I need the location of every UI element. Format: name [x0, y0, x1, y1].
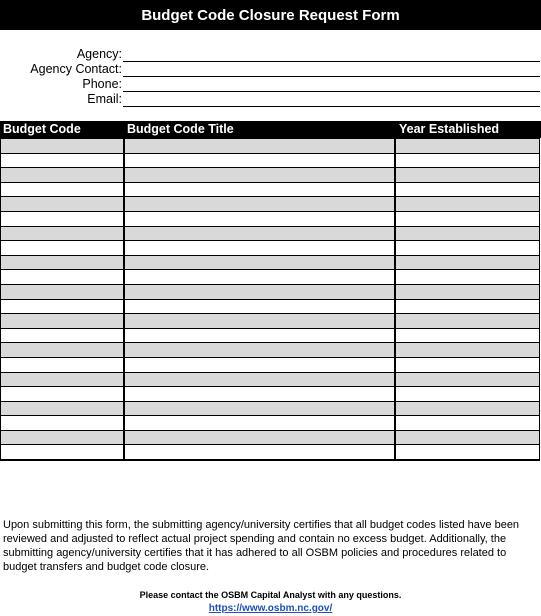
year-established-cell[interactable]	[396, 300, 539, 314]
budget-code-cell[interactable]	[1, 154, 125, 168]
budget-code-title-cell[interactable]	[125, 314, 396, 328]
budget-code-title-cell[interactable]	[125, 241, 396, 255]
table-row	[1, 299, 539, 314]
year-established-cell[interactable]	[396, 183, 539, 197]
form-title-bar	[0, 0, 541, 30]
budget-code-title-cell[interactable]	[125, 183, 396, 197]
table-row	[1, 342, 539, 357]
table-header	[0, 121, 541, 138]
budget-code-cell[interactable]	[1, 139, 125, 153]
column-header-budget-code-title: Budget Code Title	[127, 122, 234, 136]
table-row	[1, 255, 539, 270]
budget-code-cell[interactable]	[1, 445, 125, 459]
osbm-website-link[interactable]: https://www.osbm.nc.gov/	[208, 603, 333, 614]
phone-label: Phone:	[82, 77, 122, 91]
budget-code-title-cell[interactable]	[125, 300, 396, 314]
budget-code-cell[interactable]	[1, 183, 125, 197]
year-established-cell[interactable]	[396, 197, 539, 211]
year-established-cell[interactable]	[396, 431, 539, 445]
budget-code-title-cell[interactable]	[125, 168, 396, 182]
table-row	[1, 182, 539, 197]
year-established-cell[interactable]	[396, 270, 539, 284]
phone-field[interactable]	[0, 77, 541, 92]
year-established-cell[interactable]	[396, 168, 539, 182]
table-row	[1, 328, 539, 343]
table-row	[1, 240, 539, 255]
year-established-cell[interactable]	[396, 416, 539, 430]
table-row	[1, 357, 539, 372]
budget-code-title-cell[interactable]	[125, 212, 396, 226]
budget-code-cell[interactable]	[1, 402, 125, 416]
budget-code-cell[interactable]	[1, 358, 125, 372]
budget-code-title-cell[interactable]	[125, 227, 396, 241]
budget-code-title-cell[interactable]	[125, 139, 396, 153]
budget-code-title-cell[interactable]	[125, 373, 396, 387]
budget-code-cell[interactable]	[1, 285, 125, 299]
year-established-cell[interactable]	[396, 358, 539, 372]
table-row	[1, 167, 539, 182]
table-row	[1, 153, 539, 168]
budget-code-cell[interactable]	[1, 373, 125, 387]
table-row	[1, 196, 539, 211]
table-row	[1, 211, 539, 226]
year-established-cell[interactable]	[396, 314, 539, 328]
year-established-cell[interactable]	[396, 329, 539, 343]
budget-code-title-cell[interactable]	[125, 431, 396, 445]
budget-code-title-cell[interactable]	[125, 329, 396, 343]
email-field[interactable]	[0, 92, 541, 107]
contact-note: Please contact the OSBM Capital Analyst with any questions.	[139, 590, 402, 600]
year-established-cell[interactable]	[396, 227, 539, 241]
year-established-cell[interactable]	[396, 402, 539, 416]
budget-code-title-cell[interactable]	[125, 387, 396, 401]
budget-code-cell[interactable]	[1, 343, 125, 357]
budget-code-cell[interactable]	[1, 270, 125, 284]
email-input-line[interactable]	[123, 106, 540, 107]
agency-label: Agency:	[76, 47, 122, 61]
budget-code-cell[interactable]	[1, 387, 125, 401]
year-established-cell[interactable]	[396, 285, 539, 299]
budget-code-title-cell[interactable]	[125, 270, 396, 284]
budget-code-title-cell[interactable]	[125, 358, 396, 372]
budget-code-cell[interactable]	[1, 212, 125, 226]
email-label: Email:	[87, 92, 122, 106]
table-row	[1, 138, 539, 153]
budget-code-cell[interactable]	[1, 300, 125, 314]
budget-code-title-cell[interactable]	[125, 402, 396, 416]
year-established-cell[interactable]	[396, 343, 539, 357]
budget-code-title-cell[interactable]	[125, 285, 396, 299]
agency-contact-field[interactable]	[0, 62, 541, 77]
table-row	[1, 284, 539, 299]
year-established-cell[interactable]	[396, 256, 539, 270]
budget-code-title-cell[interactable]	[125, 256, 396, 270]
budget-code-title-cell[interactable]	[125, 445, 396, 459]
table-row	[1, 401, 539, 416]
column-header-budget-code: Budget Code	[3, 122, 81, 136]
year-established-cell[interactable]	[396, 445, 539, 459]
budget-code-cell[interactable]	[1, 431, 125, 445]
budget-code-cell[interactable]	[1, 168, 125, 182]
budget-code-title-cell[interactable]	[125, 343, 396, 357]
year-established-cell[interactable]	[396, 373, 539, 387]
year-established-cell[interactable]	[396, 241, 539, 255]
table-row	[1, 269, 539, 284]
budget-code-cell[interactable]	[1, 416, 125, 430]
table-row	[1, 386, 539, 401]
budget-code-cell[interactable]	[1, 241, 125, 255]
year-established-cell[interactable]	[396, 212, 539, 226]
table-row	[1, 226, 539, 241]
budget-code-title-cell[interactable]	[125, 197, 396, 211]
year-established-cell[interactable]	[396, 387, 539, 401]
budget-code-title-cell[interactable]	[125, 154, 396, 168]
budget-code-table	[0, 138, 540, 461]
agency-field[interactable]	[0, 47, 541, 62]
budget-code-cell[interactable]	[1, 256, 125, 270]
form-title: Budget Code Closure Request Form	[141, 6, 400, 24]
budget-code-cell[interactable]	[1, 197, 125, 211]
table-row	[1, 430, 539, 445]
year-established-cell[interactable]	[396, 139, 539, 153]
certification-text: Upon submitting this form, the submitting agency/university certifies that all budget codes listed have been reviewed and adjusted to reflect actual project spending and contain no excess budget. Additionally, the submitting agency/university certifies that it has adhered to all OSBM policies and procedures related to budget transfers and budget code closure.	[3, 519, 520, 573]
table-row	[1, 415, 539, 430]
year-established-cell[interactable]	[396, 154, 539, 168]
budget-code-title-cell[interactable]	[125, 416, 396, 430]
budget-code-cell[interactable]	[1, 329, 125, 343]
agency-contact-label: Agency Contact:	[30, 62, 122, 76]
budget-code-cell[interactable]	[1, 227, 125, 241]
budget-code-cell[interactable]	[1, 314, 125, 328]
table-row	[1, 372, 539, 387]
table-row	[1, 313, 539, 328]
table-row	[1, 444, 539, 459]
column-header-year-established: Year Established	[399, 122, 500, 136]
